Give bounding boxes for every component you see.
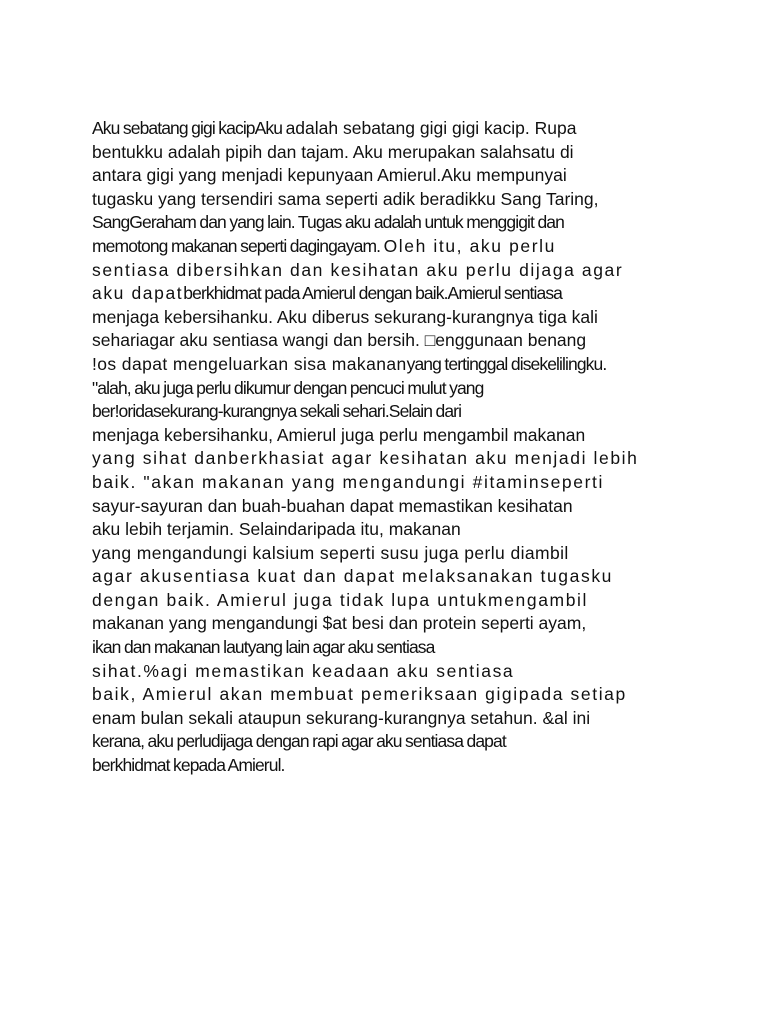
text-segment: ikan dan makanan lautyang lain agar aku sentiasa <box>92 637 435 658</box>
text-segment: sehariagar aku sentiasa wangi dan bersih. □enggunaan benang <box>92 330 587 351</box>
text-line <box>92 141 692 165</box>
text-segment: sayur-sayuran dan buah-buahan dapat memastikan kesihatan <box>92 495 573 516</box>
text-segment: aku lebih terjamin. Selaindaripada itu, makanan <box>92 519 461 540</box>
text-line <box>92 306 692 330</box>
text-segment: sihat.%agi memastikan keadaan aku sentiasa <box>92 660 515 681</box>
text-line <box>92 565 692 589</box>
essay-text <box>92 117 692 778</box>
text-line <box>92 589 692 613</box>
text-line <box>92 188 692 212</box>
text-line <box>92 259 692 283</box>
text-line <box>92 636 692 660</box>
text-segment: antara gigi yang menjadi kepunyaan Amierul.Aku mempunyai <box>92 165 567 186</box>
text-line <box>92 471 692 495</box>
text-segment: tugasku yang tersendiri sama seperti adik beradikku Sang Taring, <box>92 188 599 209</box>
text-line <box>92 282 692 306</box>
text-segment: Aku sebatang gigi kacipAku <box>92 118 286 138</box>
text-segment: bentukku adalah pipih dan tajam. Aku merupakan salahsatu di <box>92 141 574 162</box>
text-line <box>92 518 692 542</box>
text-line <box>92 377 692 401</box>
text-line <box>92 400 692 424</box>
text-segment: menjaga kebersihanku. Aku diberus sekurang-kurangnya tiga kali <box>92 306 598 327</box>
text-line <box>92 353 692 377</box>
text-line <box>92 329 692 353</box>
text-segment: sentiasa dibersihkan dan kesihatan aku perlu dijaga agar <box>92 259 624 280</box>
text-segment: aku dapat <box>92 283 184 304</box>
text-line <box>92 117 692 141</box>
text-segment: adalah sebatang gigi gigi kacip. Rupa <box>285 118 577 138</box>
text-line <box>92 164 692 188</box>
text-segment: SangGeraham dan yang lain. Tugas aku adalah untuk menggigit dan <box>92 212 564 233</box>
text-segment: kerana, aku perludijaga dengan rapi agar aku sentiasa dapat <box>92 731 506 752</box>
text-line <box>92 754 692 778</box>
text-line <box>92 235 692 259</box>
text-segment: menjaga kebersihanku, Amierul juga perlu mengambil makanan <box>92 424 586 445</box>
text-segment: agar akusentiasa kuat dan dapat melaksanakan tugasku <box>92 566 613 587</box>
text-segment: memotong makanan seperti dagingayam. <box>92 235 384 256</box>
text-line <box>92 495 692 519</box>
text-segment: "alah, aku juga perlu dikumur dengan pencuci mulut yang <box>92 377 484 398</box>
text-segment: !os dapat mengeluarkan sisa makanan <box>92 353 407 374</box>
text-segment: enam bulan sekali ataupun sekurang-kurangnya setahun. &al ini <box>92 707 591 728</box>
text-segment: yang sihat danberkhasiat agar kesihatan aku menjadi lebih <box>92 448 639 469</box>
text-line <box>92 211 692 235</box>
text-segment: berkhidmat pada Amierul dengan baik.Amierul sentiasa <box>183 283 563 304</box>
text-segment: ber!oridasekurang-kurangnya sekali sehari.Selain dari <box>92 401 462 422</box>
text-segment: baik, Amierul akan membuat pemeriksaan gigipada setiap <box>92 684 627 705</box>
text-segment: yang tertinggal disekelilingku. <box>406 353 607 374</box>
text-segment: dengan baik. Amierul juga tidak lupa untukmengambil <box>92 589 589 610</box>
text-segment: Oleh itu, aku perlu <box>383 235 556 256</box>
text-line <box>92 424 692 448</box>
text-segment: makanan yang mengandungi $at besi dan protein seperti ayam, <box>92 613 587 634</box>
text-line <box>92 730 692 754</box>
text-line <box>92 612 692 636</box>
text-segment: yang mengandungi kalsium seperti susu juga perlu diambil <box>92 542 569 563</box>
text-line <box>92 660 692 684</box>
text-line <box>92 683 692 707</box>
text-segment: berkhidmat kepada Amierul. <box>92 755 285 776</box>
text-segment: baik. "akan makanan yang mengandungi #itaminseperti <box>92 471 604 492</box>
text-line <box>92 542 692 566</box>
text-line <box>92 447 692 471</box>
text-line <box>92 707 692 731</box>
